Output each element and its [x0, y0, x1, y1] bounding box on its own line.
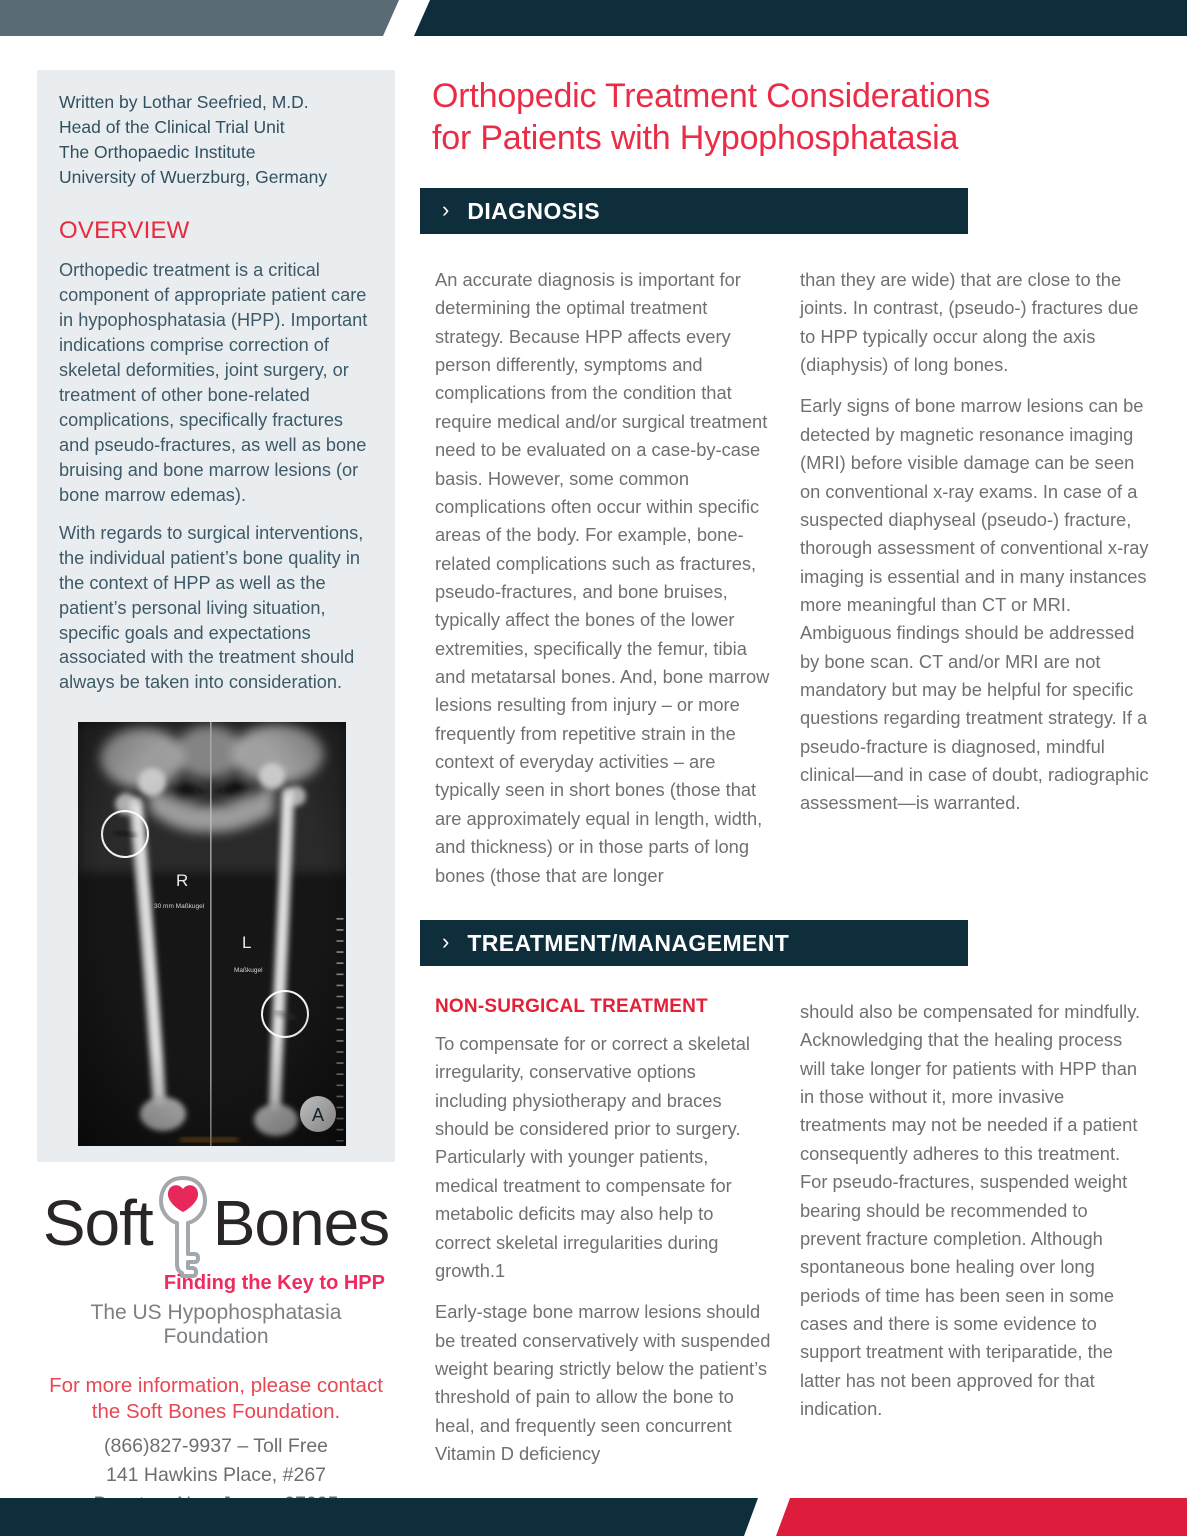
author-line: Written by Lothar Seefried, M.D. [59, 92, 309, 112]
treatment-column-1 [435, 1030, 773, 1468]
heart-icon [168, 1185, 198, 1212]
author-line: Head of the Clinical Trial Unit [59, 116, 285, 137]
diagnosis-paragraph: An accurate diagnosis is important for determining the optimal treatment strategy. Because HPP affects every person differently, symptoms and complications from the condition that require medical and/or surgical treatment need to be evaluated on a case-by-case basis. However, some common complications often occur within specific areas of the body. For example, bone-related complications such as fractures, pseudo-fractures, and bone bruises, typically affect the bones of the lower extremities, specifically the femur, tibia and metatarsal bones. And, bone marrow lesions resulting from injury – or more frequently from repetitive strain in the context of everyday activities – are typically seen in short bones (those that are approximately equal in length, width, and thickness) or in those parts of long bones (those that are longer [435, 269, 770, 886]
phone-number: (866)827-9937 – Toll Free [103, 1435, 329, 1458]
chevron-right-icon: › [442, 197, 450, 222]
treatment-paragraph: should also be compensated for mindfully. Acknowledging that the healing process will take longer for patients with HPP than in those without it, more invasive treatments may not be needed if a patient consequently adheres to this treatment. For pseudo-fractures, suspended weight bearing should be recommended to prevent fracture completion. Although spontaneous bone healing over long periods of time has been seen in some cases and there is some evidence to support treatment with teriparatide, the latter has not been approved for that indication. [800, 1001, 1141, 1420]
diagnosis-section-header [420, 188, 968, 234]
logo-tagline: Finding the Key to HPP [163, 1272, 385, 1294]
non-surgical-subheading: NON-SURGICAL TREATMENT [435, 996, 708, 1017]
xray-image [78, 722, 346, 1146]
page-title-line1: Orthopedic Treatment Considerations [432, 77, 991, 115]
treatment-section-header [420, 920, 968, 966]
footer [37, 1172, 395, 1536]
diagnosis-paragraph: than they are wide) that are close to the joints. In contrast, (pseudo-) fractures due to HPP typically occur along the axis (diaphysis) of long bones. [800, 269, 1139, 376]
treatment-column-2 [800, 998, 1152, 1423]
treatment-paragraph: Early-stage bone marrow lesions should be treated conservatively with suspended weight bearing strictly below the patient’s threshold of pain to allow the bone to heal, and frequently seen concurrent Vitamin D deficiency [435, 1301, 771, 1465]
diagnosis-column-2 [800, 266, 1152, 818]
overview-heading: OVERVIEW [59, 217, 190, 245]
chevron-right-icon: › [442, 929, 450, 954]
overview-paragraph: Orthopedic treatment is a critical component of appropriate patient care in hypophosphatasia (HPP). Important indications comprise correction of skeletal deformities, joint surgery, or treatment of other bone-related complications, specifically fractures and pseudo-fractures, as well as bone bruising and bone marrow lesions (or bone marrow edemas). [59, 260, 368, 505]
author-line: The Orthopaedic Institute [59, 141, 256, 162]
address-line: 141 Hawkins Place, #267 [105, 1464, 327, 1487]
foundation-line: The US Hypophosphatasia Foundation [90, 1301, 342, 1348]
author-block [59, 90, 373, 189]
xray-graphic [78, 722, 346, 1146]
diagnosis-column-1 [435, 266, 773, 890]
author-line: University of Wuerzburg, Germany [59, 166, 328, 187]
diagnosis-heading: DIAGNOSIS [467, 197, 600, 224]
sidebar [37, 70, 395, 1162]
logo-word-soft: Soft [42, 1187, 153, 1259]
contact-line: For more information, please contact [49, 1374, 383, 1397]
contact-line: the Soft Bones Foundation. [91, 1399, 341, 1423]
treatment-paragraph: To compensate for or correct a skeletal irregularity, conservative options including physiotherapy and braces should be considered prior to surgery. Particularly with younger patients, medical treatment to compensate for metabolic deficits may also help to correct skeletal irregularities during growth.1 [435, 1033, 750, 1281]
logo-word-bones: Bones [212, 1187, 390, 1259]
page-title [432, 76, 1152, 160]
page-title-line2: for Patients with Hypophosphatasia [432, 118, 959, 157]
overview-paragraph: With regards to surgical interventions, the individual patient’s bone quality in the context of HPP as well as the patient’s personal living situation, specific goals and expectations associated with the treatment should always be taken into consideration. [59, 522, 364, 693]
treatment-heading: TREATMENT/MANAGEMENT [467, 929, 790, 956]
contact-callout [37, 1373, 395, 1424]
diagnosis-paragraph: Early signs of bone marrow lesions can be detected by magnetic resonance imaging (MRI) before visible damage can be seen on conventional x-ray exams. In case of a suspected diaphyseal (pseudo-) fracture, thorough assessment of conventional x-ray imaging is essential and in many instances more meaningful than CT or MRI. Ambiguous findings should be addressed by bone scan. CT and/or MRI are not mandatory but may be helpful for specific questions regarding treatment strategy. If a pseudo-fracture is diagnosed, mindful clinical—and in case of doubt, radiographic assessment—is warranted. [800, 395, 1149, 814]
